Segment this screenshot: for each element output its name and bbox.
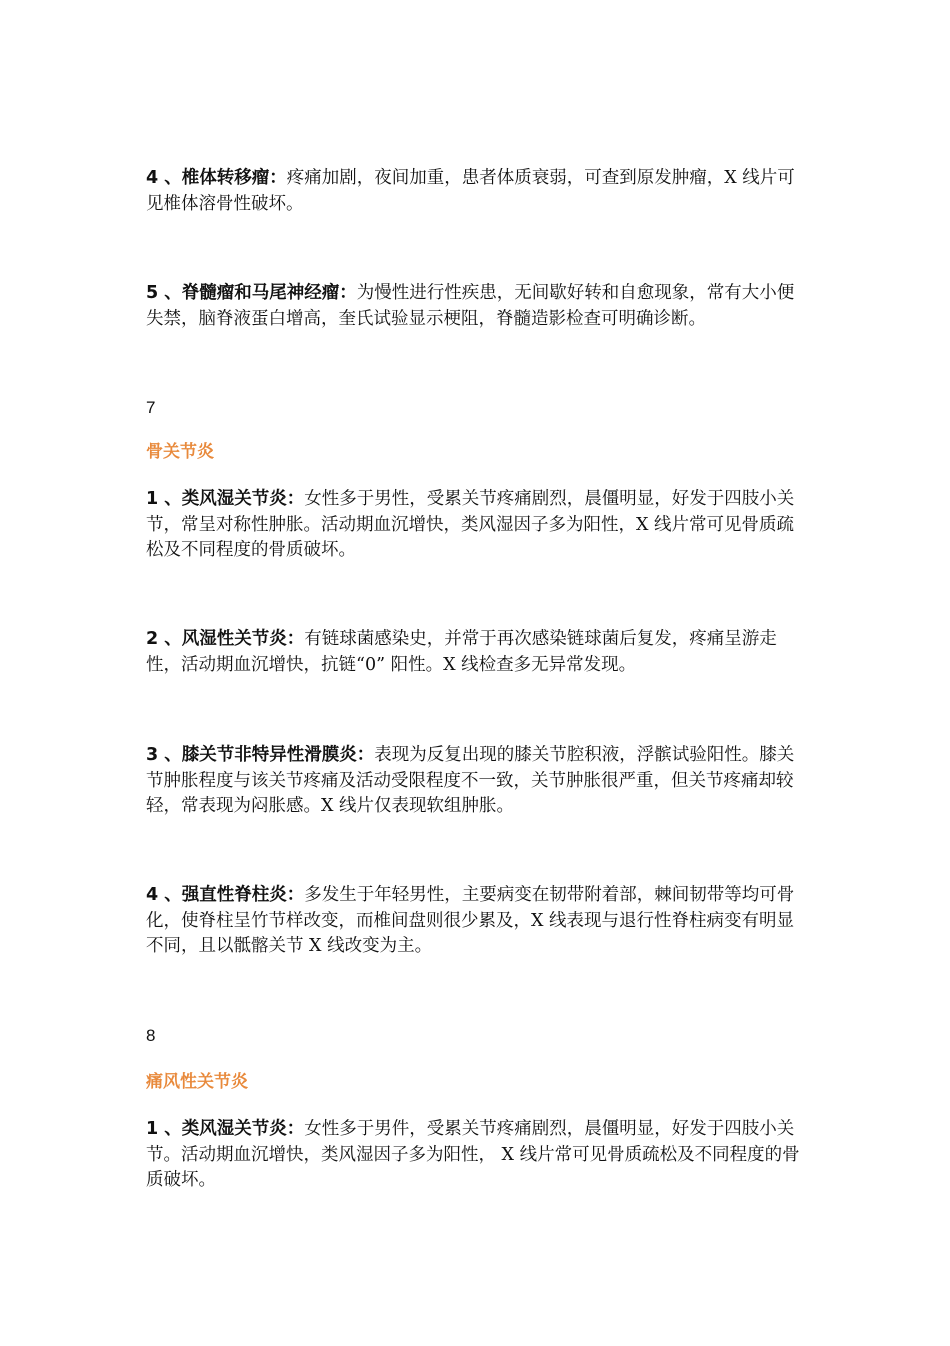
item-lead: 4 、椎体转移瘤： bbox=[146, 168, 287, 188]
item-lead: 2 、风湿性关节炎： bbox=[146, 629, 305, 649]
section-number: 8 bbox=[146, 1026, 156, 1045]
paragraph-spinal-tumor bbox=[146, 281, 810, 332]
paragraph-ankylosing-spondylitis bbox=[146, 883, 810, 960]
item-lead: 5 、脊髓瘤和马尾神经瘤： bbox=[146, 283, 357, 303]
item-text: 多发生于年轻男性，主要病变在韧带附着部，棘间韧带等均可骨化，使脊柱呈竹节样改变，而椎间盘则很少累及，X 线表现与退行性脊柱病变有明显不同，且以骶髂关节 X 线改变为主。 bbox=[146, 885, 795, 956]
item-lead: 3 、膝关节非特异性滑膜炎： bbox=[146, 745, 375, 765]
paragraph-rheumatoid-arthritis bbox=[146, 487, 810, 564]
section-heading: 痛风性关节炎 bbox=[146, 1072, 248, 1092]
paragraph-synovitis bbox=[146, 743, 810, 820]
item-text: 为慢性进行性疾患，无间歇好转和自愈现象，常有大小便失禁，脑脊液蛋白增高，奎氏试验显示梗阻，脊髓造影检查可明确诊断。 bbox=[146, 283, 795, 329]
item-lead: 1 、类风湿关节炎： bbox=[146, 489, 305, 509]
item-text: 有链球菌感染史，并常于再次感染链球菌后复发，疼痛呈游走性，活动期血沉增快，抗链“0” 阳性。X 线检查多无异常发现。 bbox=[146, 629, 777, 675]
paragraph-rheumatoid-arthritis-2 bbox=[146, 1117, 810, 1194]
item-text: 表现为反复出现的膝关节腔积液，浮髌试验阳性。膝关节肿胀程度与该关节疼痛及活动受限程度不一致，关节肿胀很严重，但关节疼痛却较轻，常表现为闷胀感。X 线片仅表现软组肿胀。 bbox=[146, 745, 795, 816]
item-text: 女性多于男性，受累关节疼痛剧烈，晨僵明显，好发于四肢小关节，常呈对称性肿胀。活动期血沉增快，类风湿因子多为阳性，X 线片常可见骨质疏松及不同程度的骨质破坏。 bbox=[146, 489, 795, 560]
section-number: 7 bbox=[146, 398, 156, 417]
item-lead: 1 、类风湿关节炎： bbox=[146, 1119, 305, 1139]
paragraph-vertebral-metastasis bbox=[146, 166, 810, 217]
paragraph-rheumatic-arthritis bbox=[146, 627, 810, 678]
item-lead: 4 、强直性脊柱炎： bbox=[146, 885, 305, 905]
section-heading: 骨关节炎 bbox=[146, 442, 214, 462]
item-text: 疼痛加剧，夜间加重，患者体质衰弱，可查到原发肿瘤，X 线片可见椎体溶骨性破坏。 bbox=[146, 168, 795, 214]
item-text: 女性多于男件，受累关节疼痛剧烈，晨僵明显，好发于四肢小关节。活动期血沉增快，类风湿因子多为阳性， X 线片常可见骨质疏松及不同程度的骨质破坏。 bbox=[146, 1119, 800, 1190]
